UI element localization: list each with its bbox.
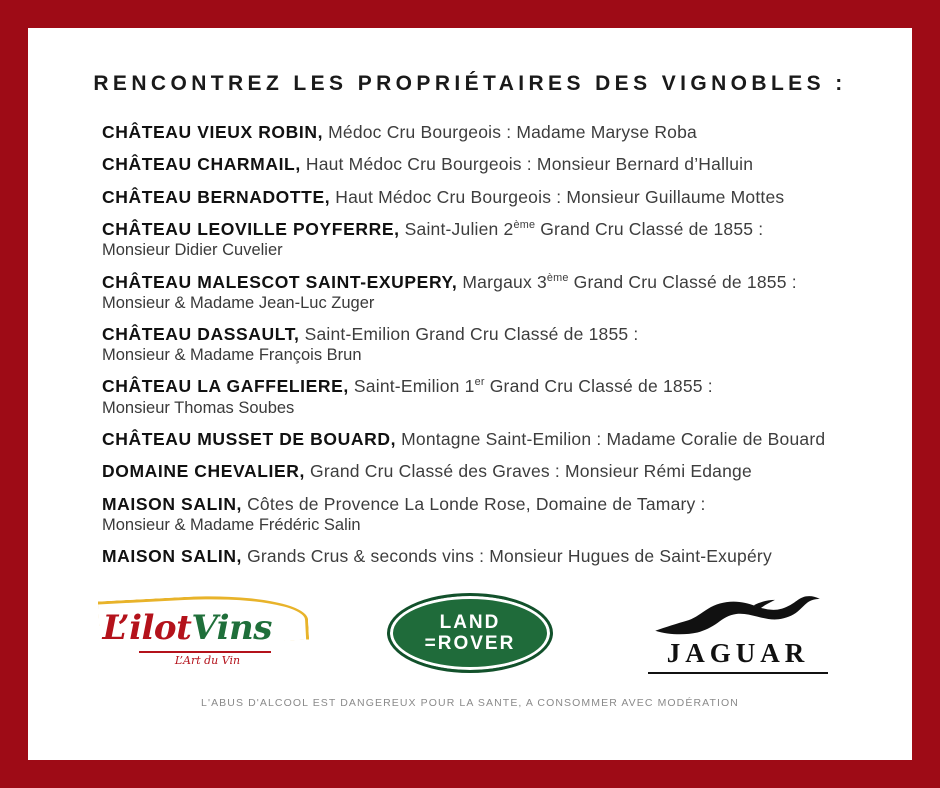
ilot-rule <box>139 651 271 653</box>
jaguar-wordmark: JAGUAR <box>666 638 810 669</box>
estate-detail: Médoc Cru Bourgeois : Madame Maryse Roba <box>323 122 697 142</box>
estate-name: CHÂTEAU MUSSET DE BOUARD, <box>102 428 397 449</box>
logo-ilot-vins <box>72 587 332 679</box>
owner-name: Monsieur & Madame Frédéric Salin <box>102 515 361 534</box>
owner-name: Monsieur Didier Cuvelier <box>102 241 283 260</box>
estate-detail: Grands Crus & seconds vins : Monsieur Hugues de Saint-Exupéry <box>242 546 772 567</box>
estate-name: DOMAINE CHEVALIER, <box>102 461 305 482</box>
estate-detail: Côtes de Provence La Londe Rose, Domaine de Tamary : <box>242 493 706 514</box>
estate-detail: Montagne Saint-Emilion : Madame Coralie de Bouard <box>396 428 826 449</box>
ordinal-suffix: er <box>474 376 485 389</box>
ordinal-suffix: ème <box>513 219 536 232</box>
ilot-tagline: L’Art du Vin <box>174 654 241 668</box>
list-item <box>102 219 862 260</box>
list-item <box>102 324 862 365</box>
estate-detail: Saint-Emilion Grand Cru Classé de 1855 : <box>299 323 639 344</box>
list-item <box>102 429 862 450</box>
estate-name: CHÂTEAU LEOVILLE POYFERRE, <box>102 219 400 240</box>
estate-detail: Margaux 3 <box>457 271 547 292</box>
list-item <box>102 546 862 567</box>
estate-detail-cont: Grand Cru Classé de 1855 : <box>484 376 713 397</box>
ilot-vins-wordmark <box>103 608 272 648</box>
estate-detail: Haut Médoc Cru Bourgeois : Monsieur Guillaume Mottes <box>330 186 785 207</box>
land-rover-line2: =ROVER <box>424 633 516 655</box>
leaping-jaguar-icon <box>650 592 826 636</box>
estate-name: CHÂTEAU LA GAFFELIERE, <box>102 376 349 397</box>
list-item <box>102 122 862 143</box>
owner-name: Monsieur & Madame François Brun <box>102 346 362 365</box>
estate-name: CHÂTEAU MALESCOT SAINT-EXUPERY, <box>102 271 458 292</box>
estate-name: MAISON SALIN, <box>102 493 243 514</box>
estate-detail: Haut Médoc Cru Bourgeois : Monsieur Bernard d’Halluin <box>300 154 754 175</box>
list-item <box>102 376 862 417</box>
list-item <box>102 461 862 482</box>
land-rover-line1: LAND <box>439 612 501 634</box>
estate-name: CHÂTEAU BERNADOTTE, <box>102 186 331 207</box>
list-item <box>102 154 862 175</box>
owner-name: Monsieur Thomas Soubes <box>102 398 295 417</box>
estate-name: MAISON SALIN, <box>102 546 243 567</box>
page-title: RENCONTREZ LES PROPRIÉTAIRES DES VIGNOBLES : <box>93 72 847 95</box>
list-item <box>102 187 862 208</box>
owner-list <box>68 122 872 567</box>
estate-name: CHÂTEAU DASSAULT, <box>102 323 300 344</box>
estate-detail: Grand Cru Classé des Graves : Monsieur Rémi Edange <box>304 461 752 482</box>
logo-land-rover <box>340 587 600 679</box>
ordinal-suffix: ème <box>546 271 569 284</box>
ilot-word-lilot: L’ilot <box>102 608 192 649</box>
estate-detail-cont: Grand Cru Classé de 1855 : <box>535 219 764 240</box>
estate-name: CHÂTEAU CHARMAIL, <box>102 154 301 175</box>
list-item <box>102 272 862 313</box>
sponsor-logos <box>68 587 872 679</box>
jaguar-rule <box>648 672 828 674</box>
poster-card <box>28 28 912 760</box>
estate-detail-cont: Grand Cru Classé de 1855 : <box>568 271 797 292</box>
owner-name: Monsieur & Madame Jean-Luc Zuger <box>102 293 375 312</box>
alcohol-disclaimer: L'ABUS D'ALCOOL EST DANGEREUX POUR LA SANTE, A CONSOMMER AVEC MODÉRATION <box>201 697 739 710</box>
logo-jaguar <box>608 587 868 679</box>
estate-name: CHÂTEAU VIEUX ROBIN, <box>102 122 324 142</box>
land-rover-oval-icon <box>387 593 553 673</box>
list-item <box>102 494 862 535</box>
ilot-word-vins: Vins <box>191 608 272 649</box>
estate-detail: Saint-Emilion 1 <box>348 376 475 397</box>
estate-detail: Saint-Julien 2 <box>399 219 514 240</box>
